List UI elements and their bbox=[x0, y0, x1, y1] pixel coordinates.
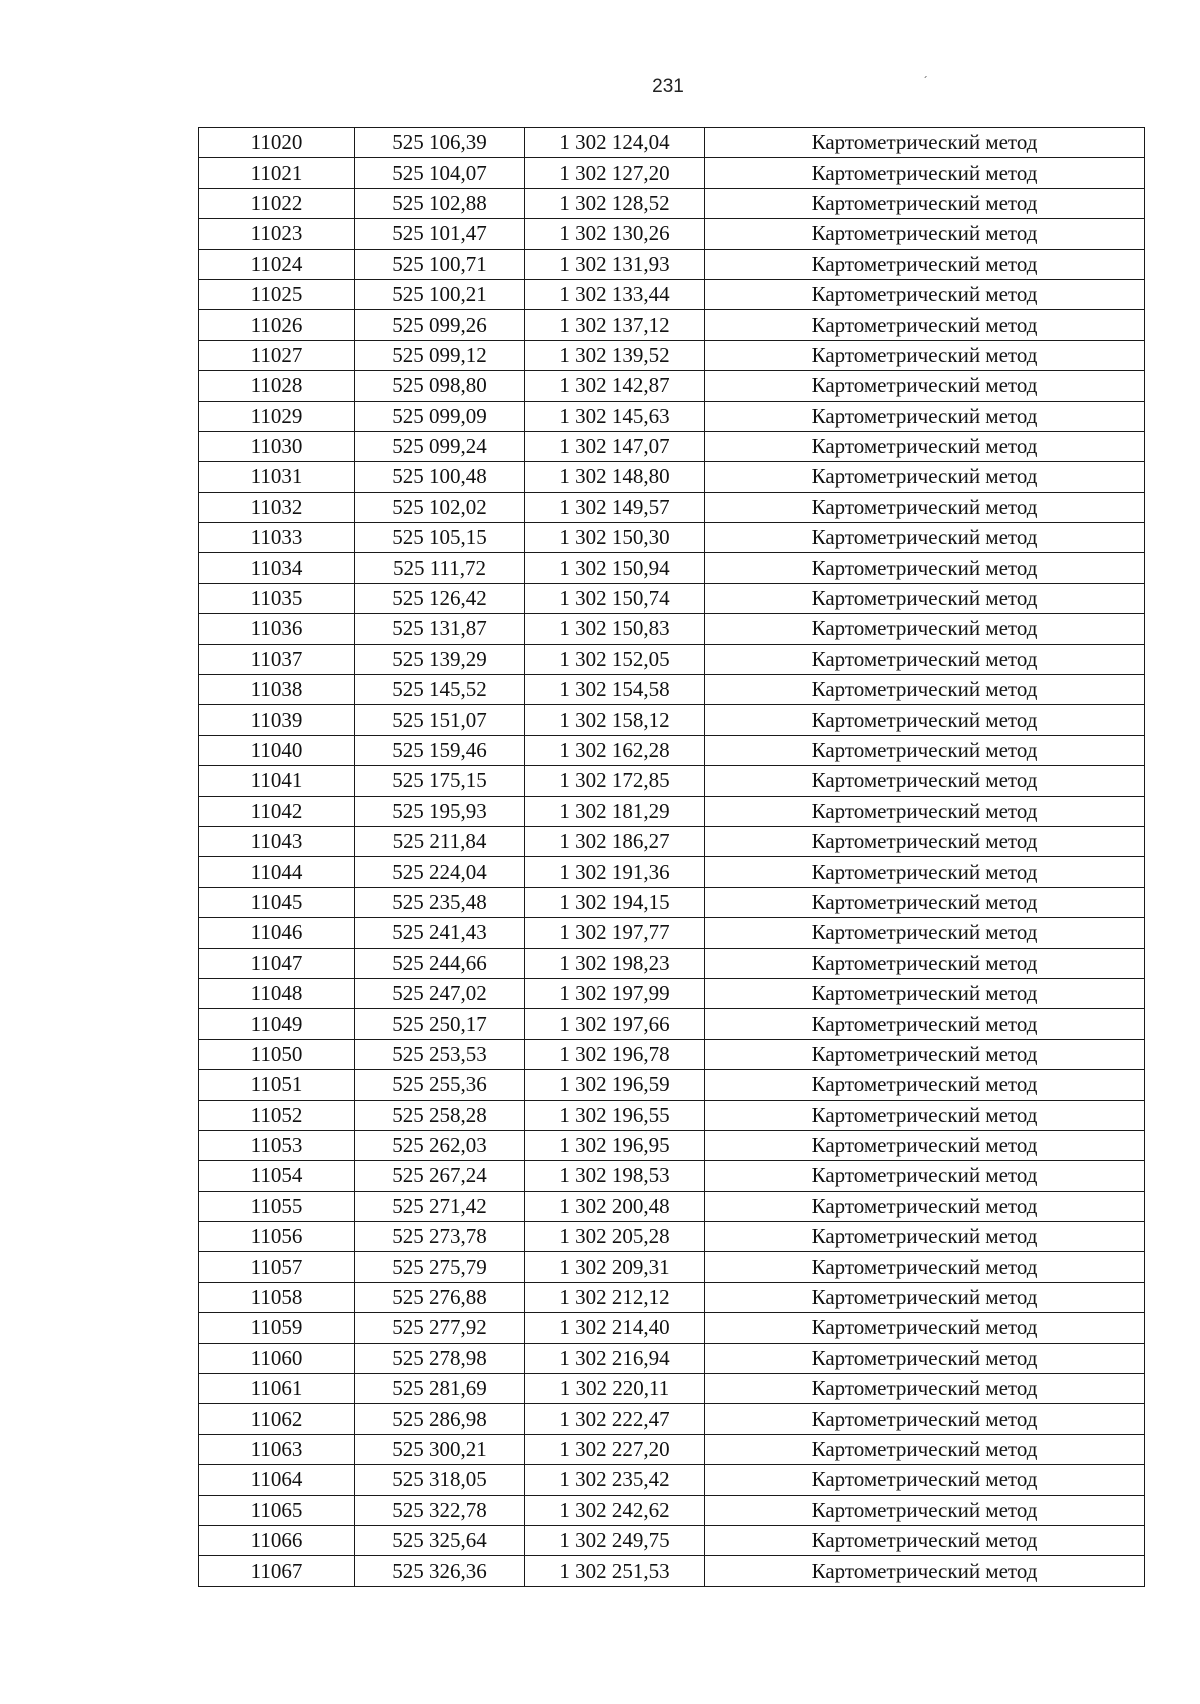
point-number-cell: 11030 bbox=[199, 431, 355, 461]
y-coordinate-cell: 1 302 154,58 bbox=[525, 675, 705, 705]
method-cell: Картометрический метод bbox=[705, 1222, 1145, 1252]
x-coordinate-cell: 525 211,84 bbox=[355, 826, 525, 856]
table-row bbox=[199, 887, 1145, 917]
x-coordinate-cell: 525 099,24 bbox=[355, 431, 525, 461]
x-coordinate-cell: 525 105,15 bbox=[355, 523, 525, 553]
x-coordinate-cell: 525 244,66 bbox=[355, 948, 525, 978]
y-coordinate-cell: 1 302 150,74 bbox=[525, 583, 705, 613]
method-cell: Картометрический метод bbox=[705, 1434, 1145, 1464]
point-number-cell: 11023 bbox=[199, 219, 355, 249]
point-number-cell: 11049 bbox=[199, 1009, 355, 1039]
y-coordinate-cell: 1 302 235,42 bbox=[525, 1465, 705, 1495]
y-coordinate-cell: 1 302 127,20 bbox=[525, 158, 705, 188]
point-number-cell: 11048 bbox=[199, 978, 355, 1008]
x-coordinate-cell: 525 102,02 bbox=[355, 492, 525, 522]
y-coordinate-cell: 1 302 197,66 bbox=[525, 1009, 705, 1039]
method-cell: Картометрический метод bbox=[705, 1070, 1145, 1100]
point-number-cell: 11035 bbox=[199, 583, 355, 613]
point-number-cell: 11046 bbox=[199, 918, 355, 948]
table-row bbox=[199, 1039, 1145, 1069]
method-cell: Картометрический метод bbox=[705, 431, 1145, 461]
x-coordinate-cell: 525 326,36 bbox=[355, 1556, 525, 1586]
method-cell: Картометрический метод bbox=[705, 735, 1145, 765]
table-row bbox=[199, 1343, 1145, 1373]
method-cell: Картометрический метод bbox=[705, 1313, 1145, 1343]
table-row bbox=[199, 1161, 1145, 1191]
y-coordinate-cell: 1 302 196,95 bbox=[525, 1130, 705, 1160]
y-coordinate-cell: 1 302 133,44 bbox=[525, 279, 705, 309]
method-cell: Картометрический метод bbox=[705, 826, 1145, 856]
table-row bbox=[199, 1222, 1145, 1252]
table-row bbox=[199, 1100, 1145, 1130]
method-cell: Картометрический метод bbox=[705, 553, 1145, 583]
x-coordinate-cell: 525 258,28 bbox=[355, 1100, 525, 1130]
point-number-cell: 11037 bbox=[199, 644, 355, 674]
x-coordinate-cell: 525 100,71 bbox=[355, 249, 525, 279]
table-row bbox=[199, 614, 1145, 644]
y-coordinate-cell: 1 302 196,78 bbox=[525, 1039, 705, 1069]
method-cell: Картометрический метод bbox=[705, 492, 1145, 522]
table-row bbox=[199, 796, 1145, 826]
x-coordinate-cell: 525 101,47 bbox=[355, 219, 525, 249]
point-number-cell: 11025 bbox=[199, 279, 355, 309]
method-cell: Картометрический метод bbox=[705, 1404, 1145, 1434]
y-coordinate-cell: 1 302 196,55 bbox=[525, 1100, 705, 1130]
y-coordinate-cell: 1 302 194,15 bbox=[525, 887, 705, 917]
table-row bbox=[199, 583, 1145, 613]
point-number-cell: 11055 bbox=[199, 1191, 355, 1221]
y-coordinate-cell: 1 302 142,87 bbox=[525, 371, 705, 401]
point-number-cell: 11060 bbox=[199, 1343, 355, 1373]
table-row bbox=[199, 1282, 1145, 1312]
point-number-cell: 11056 bbox=[199, 1222, 355, 1252]
point-number-cell: 11052 bbox=[199, 1100, 355, 1130]
y-coordinate-cell: 1 302 205,28 bbox=[525, 1222, 705, 1252]
method-cell: Картометрический метод bbox=[705, 675, 1145, 705]
table-row bbox=[199, 371, 1145, 401]
x-coordinate-cell: 525 281,69 bbox=[355, 1374, 525, 1404]
x-coordinate-cell: 525 278,98 bbox=[355, 1343, 525, 1373]
y-coordinate-cell: 1 302 222,47 bbox=[525, 1404, 705, 1434]
method-cell: Картометрический метод bbox=[705, 1465, 1145, 1495]
x-coordinate-cell: 525 235,48 bbox=[355, 887, 525, 917]
point-number-cell: 11066 bbox=[199, 1525, 355, 1555]
point-number-cell: 11031 bbox=[199, 462, 355, 492]
table-row bbox=[199, 188, 1145, 218]
y-coordinate-cell: 1 302 197,99 bbox=[525, 978, 705, 1008]
table-row bbox=[199, 249, 1145, 279]
method-cell: Картометрический метод bbox=[705, 1100, 1145, 1130]
table-row bbox=[199, 340, 1145, 370]
point-number-cell: 11024 bbox=[199, 249, 355, 279]
table-row bbox=[199, 1434, 1145, 1464]
y-coordinate-cell: 1 302 181,29 bbox=[525, 796, 705, 826]
table-row bbox=[199, 310, 1145, 340]
point-number-cell: 11063 bbox=[199, 1434, 355, 1464]
method-cell: Картометрический метод bbox=[705, 188, 1145, 218]
x-coordinate-cell: 525 145,52 bbox=[355, 675, 525, 705]
x-coordinate-cell: 525 131,87 bbox=[355, 614, 525, 644]
y-coordinate-cell: 1 302 137,12 bbox=[525, 310, 705, 340]
method-cell: Картометрический метод bbox=[705, 128, 1145, 158]
y-coordinate-cell: 1 302 242,62 bbox=[525, 1495, 705, 1525]
x-coordinate-cell: 525 277,92 bbox=[355, 1313, 525, 1343]
method-cell: Картометрический метод bbox=[705, 249, 1145, 279]
x-coordinate-cell: 525 300,21 bbox=[355, 1434, 525, 1464]
method-cell: Картометрический метод bbox=[705, 918, 1145, 948]
x-coordinate-cell: 525 275,79 bbox=[355, 1252, 525, 1282]
x-coordinate-cell: 525 253,53 bbox=[355, 1039, 525, 1069]
x-coordinate-cell: 525 273,78 bbox=[355, 1222, 525, 1252]
point-number-cell: 11057 bbox=[199, 1252, 355, 1282]
y-coordinate-cell: 1 302 128,52 bbox=[525, 188, 705, 218]
x-coordinate-cell: 525 099,09 bbox=[355, 401, 525, 431]
point-number-cell: 11036 bbox=[199, 614, 355, 644]
table-row bbox=[199, 1313, 1145, 1343]
point-number-cell: 11054 bbox=[199, 1161, 355, 1191]
table-row bbox=[199, 675, 1145, 705]
table-row bbox=[199, 462, 1145, 492]
method-cell: Картометрический метод bbox=[705, 1495, 1145, 1525]
method-cell: Картометрический метод bbox=[705, 614, 1145, 644]
table-row bbox=[199, 826, 1145, 856]
y-coordinate-cell: 1 302 150,83 bbox=[525, 614, 705, 644]
table-row bbox=[199, 553, 1145, 583]
point-number-cell: 11061 bbox=[199, 1374, 355, 1404]
x-coordinate-cell: 525 104,07 bbox=[355, 158, 525, 188]
table-row bbox=[199, 948, 1145, 978]
x-coordinate-cell: 525 271,42 bbox=[355, 1191, 525, 1221]
x-coordinate-cell: 525 098,80 bbox=[355, 371, 525, 401]
table-row bbox=[199, 1009, 1145, 1039]
point-number-cell: 11045 bbox=[199, 887, 355, 917]
x-coordinate-cell: 525 267,24 bbox=[355, 1161, 525, 1191]
method-cell: Картометрический метод bbox=[705, 310, 1145, 340]
method-cell: Картометрический метод bbox=[705, 1282, 1145, 1312]
y-coordinate-cell: 1 302 220,11 bbox=[525, 1374, 705, 1404]
method-cell: Картометрический метод bbox=[705, 1343, 1145, 1373]
y-coordinate-cell: 1 302 149,57 bbox=[525, 492, 705, 522]
method-cell: Картометрический метод bbox=[705, 401, 1145, 431]
y-coordinate-cell: 1 302 251,53 bbox=[525, 1556, 705, 1586]
coordinates-table-body bbox=[199, 128, 1145, 1587]
y-coordinate-cell: 1 302 227,20 bbox=[525, 1434, 705, 1464]
point-number-cell: 11026 bbox=[199, 310, 355, 340]
method-cell: Картометрический метод bbox=[705, 462, 1145, 492]
table-row bbox=[199, 219, 1145, 249]
x-coordinate-cell: 525 102,88 bbox=[355, 188, 525, 218]
table-row bbox=[199, 1495, 1145, 1525]
point-number-cell: 11065 bbox=[199, 1495, 355, 1525]
point-number-cell: 11050 bbox=[199, 1039, 355, 1069]
y-coordinate-cell: 1 302 249,75 bbox=[525, 1525, 705, 1555]
method-cell: Картометрический метод bbox=[705, 583, 1145, 613]
table-row bbox=[199, 1404, 1145, 1434]
method-cell: Картометрический метод bbox=[705, 1161, 1145, 1191]
method-cell: Картометрический метод bbox=[705, 644, 1145, 674]
table-row bbox=[199, 523, 1145, 553]
method-cell: Картометрический метод bbox=[705, 887, 1145, 917]
table-row bbox=[199, 1556, 1145, 1586]
table-row bbox=[199, 401, 1145, 431]
method-cell: Картометрический метод bbox=[705, 1009, 1145, 1039]
x-coordinate-cell: 525 286,98 bbox=[355, 1404, 525, 1434]
point-number-cell: 11040 bbox=[199, 735, 355, 765]
x-coordinate-cell: 525 276,88 bbox=[355, 1282, 525, 1312]
point-number-cell: 11039 bbox=[199, 705, 355, 735]
method-cell: Картометрический метод bbox=[705, 219, 1145, 249]
y-coordinate-cell: 1 302 147,07 bbox=[525, 431, 705, 461]
table-row bbox=[199, 766, 1145, 796]
table-row bbox=[199, 735, 1145, 765]
point-number-cell: 11047 bbox=[199, 948, 355, 978]
point-number-cell: 11021 bbox=[199, 158, 355, 188]
method-cell: Картометрический метод bbox=[705, 1556, 1145, 1586]
y-coordinate-cell: 1 302 214,40 bbox=[525, 1313, 705, 1343]
y-coordinate-cell: 1 302 131,93 bbox=[525, 249, 705, 279]
point-number-cell: 11067 bbox=[199, 1556, 355, 1586]
point-number-cell: 11029 bbox=[199, 401, 355, 431]
y-coordinate-cell: 1 302 158,12 bbox=[525, 705, 705, 735]
table-row bbox=[199, 1252, 1145, 1282]
point-number-cell: 11051 bbox=[199, 1070, 355, 1100]
y-coordinate-cell: 1 302 152,05 bbox=[525, 644, 705, 674]
x-coordinate-cell: 525 255,36 bbox=[355, 1070, 525, 1100]
table-row bbox=[199, 1525, 1145, 1555]
table-row bbox=[199, 644, 1145, 674]
table-row bbox=[199, 1191, 1145, 1221]
method-cell: Картометрический метод bbox=[705, 158, 1145, 188]
point-number-cell: 11058 bbox=[199, 1282, 355, 1312]
y-coordinate-cell: 1 302 216,94 bbox=[525, 1343, 705, 1373]
y-coordinate-cell: 1 302 124,04 bbox=[525, 128, 705, 158]
method-cell: Картометрический метод bbox=[705, 279, 1145, 309]
scan-speck: ´ bbox=[924, 74, 928, 88]
point-number-cell: 11059 bbox=[199, 1313, 355, 1343]
x-coordinate-cell: 525 100,48 bbox=[355, 462, 525, 492]
method-cell: Картометрический метод bbox=[705, 1374, 1145, 1404]
method-cell: Картометрический метод bbox=[705, 1525, 1145, 1555]
y-coordinate-cell: 1 302 139,52 bbox=[525, 340, 705, 370]
method-cell: Картометрический метод bbox=[705, 857, 1145, 887]
y-coordinate-cell: 1 302 148,80 bbox=[525, 462, 705, 492]
y-coordinate-cell: 1 302 150,30 bbox=[525, 523, 705, 553]
x-coordinate-cell: 525 151,07 bbox=[355, 705, 525, 735]
x-coordinate-cell: 525 175,15 bbox=[355, 766, 525, 796]
point-number-cell: 11033 bbox=[199, 523, 355, 553]
y-coordinate-cell: 1 302 130,26 bbox=[525, 219, 705, 249]
x-coordinate-cell: 525 099,26 bbox=[355, 310, 525, 340]
x-coordinate-cell: 525 318,05 bbox=[355, 1465, 525, 1495]
table-row bbox=[199, 1130, 1145, 1160]
point-number-cell: 11042 bbox=[199, 796, 355, 826]
method-cell: Картометрический метод bbox=[705, 371, 1145, 401]
method-cell: Картометрический метод bbox=[705, 1130, 1145, 1160]
x-coordinate-cell: 525 126,42 bbox=[355, 583, 525, 613]
point-number-cell: 11043 bbox=[199, 826, 355, 856]
y-coordinate-cell: 1 302 196,59 bbox=[525, 1070, 705, 1100]
method-cell: Картометрический метод bbox=[705, 340, 1145, 370]
point-number-cell: 11028 bbox=[199, 371, 355, 401]
point-number-cell: 11020 bbox=[199, 128, 355, 158]
point-number-cell: 11027 bbox=[199, 340, 355, 370]
method-cell: Картометрический метод bbox=[705, 1252, 1145, 1282]
table-row bbox=[199, 431, 1145, 461]
x-coordinate-cell: 525 325,64 bbox=[355, 1525, 525, 1555]
method-cell: Картометрический метод bbox=[705, 796, 1145, 826]
point-number-cell: 11053 bbox=[199, 1130, 355, 1160]
x-coordinate-cell: 525 159,46 bbox=[355, 735, 525, 765]
point-number-cell: 11022 bbox=[199, 188, 355, 218]
y-coordinate-cell: 1 302 186,27 bbox=[525, 826, 705, 856]
table-row bbox=[199, 1070, 1145, 1100]
point-number-cell: 11064 bbox=[199, 1465, 355, 1495]
table-row bbox=[199, 857, 1145, 887]
y-coordinate-cell: 1 302 198,23 bbox=[525, 948, 705, 978]
coordinates-table bbox=[198, 127, 1145, 1587]
x-coordinate-cell: 525 106,39 bbox=[355, 128, 525, 158]
x-coordinate-cell: 525 195,93 bbox=[355, 796, 525, 826]
point-number-cell: 11032 bbox=[199, 492, 355, 522]
y-coordinate-cell: 1 302 212,12 bbox=[525, 1282, 705, 1312]
table-row bbox=[199, 128, 1145, 158]
y-coordinate-cell: 1 302 150,94 bbox=[525, 553, 705, 583]
x-coordinate-cell: 525 262,03 bbox=[355, 1130, 525, 1160]
method-cell: Картометрический метод bbox=[705, 948, 1145, 978]
table-row bbox=[199, 1465, 1145, 1495]
point-number-cell: 11041 bbox=[199, 766, 355, 796]
y-coordinate-cell: 1 302 209,31 bbox=[525, 1252, 705, 1282]
table-row bbox=[199, 279, 1145, 309]
table-row bbox=[199, 705, 1145, 735]
x-coordinate-cell: 525 224,04 bbox=[355, 857, 525, 887]
page-number: 231 bbox=[652, 76, 684, 97]
y-coordinate-cell: 1 302 162,28 bbox=[525, 735, 705, 765]
table-row bbox=[199, 978, 1145, 1008]
method-cell: Картометрический метод bbox=[705, 1039, 1145, 1069]
x-coordinate-cell: 525 100,21 bbox=[355, 279, 525, 309]
point-number-cell: 11044 bbox=[199, 857, 355, 887]
x-coordinate-cell: 525 241,43 bbox=[355, 918, 525, 948]
method-cell: Картометрический метод bbox=[705, 766, 1145, 796]
table-row bbox=[199, 918, 1145, 948]
x-coordinate-cell: 525 099,12 bbox=[355, 340, 525, 370]
x-coordinate-cell: 525 111,72 bbox=[355, 553, 525, 583]
x-coordinate-cell: 525 247,02 bbox=[355, 978, 525, 1008]
table-row bbox=[199, 1374, 1145, 1404]
point-number-cell: 11062 bbox=[199, 1404, 355, 1434]
x-coordinate-cell: 525 139,29 bbox=[355, 644, 525, 674]
point-number-cell: 11038 bbox=[199, 675, 355, 705]
method-cell: Картометрический метод bbox=[705, 523, 1145, 553]
y-coordinate-cell: 1 302 197,77 bbox=[525, 918, 705, 948]
y-coordinate-cell: 1 302 200,48 bbox=[525, 1191, 705, 1221]
method-cell: Картометрический метод bbox=[705, 978, 1145, 1008]
y-coordinate-cell: 1 302 145,63 bbox=[525, 401, 705, 431]
y-coordinate-cell: 1 302 172,85 bbox=[525, 766, 705, 796]
y-coordinate-cell: 1 302 191,36 bbox=[525, 857, 705, 887]
table-row bbox=[199, 158, 1145, 188]
method-cell: Картометрический метод bbox=[705, 1191, 1145, 1221]
point-number-cell: 11034 bbox=[199, 553, 355, 583]
x-coordinate-cell: 525 250,17 bbox=[355, 1009, 525, 1039]
x-coordinate-cell: 525 322,78 bbox=[355, 1495, 525, 1525]
table-row bbox=[199, 492, 1145, 522]
method-cell: Картометрический метод bbox=[705, 705, 1145, 735]
y-coordinate-cell: 1 302 198,53 bbox=[525, 1161, 705, 1191]
